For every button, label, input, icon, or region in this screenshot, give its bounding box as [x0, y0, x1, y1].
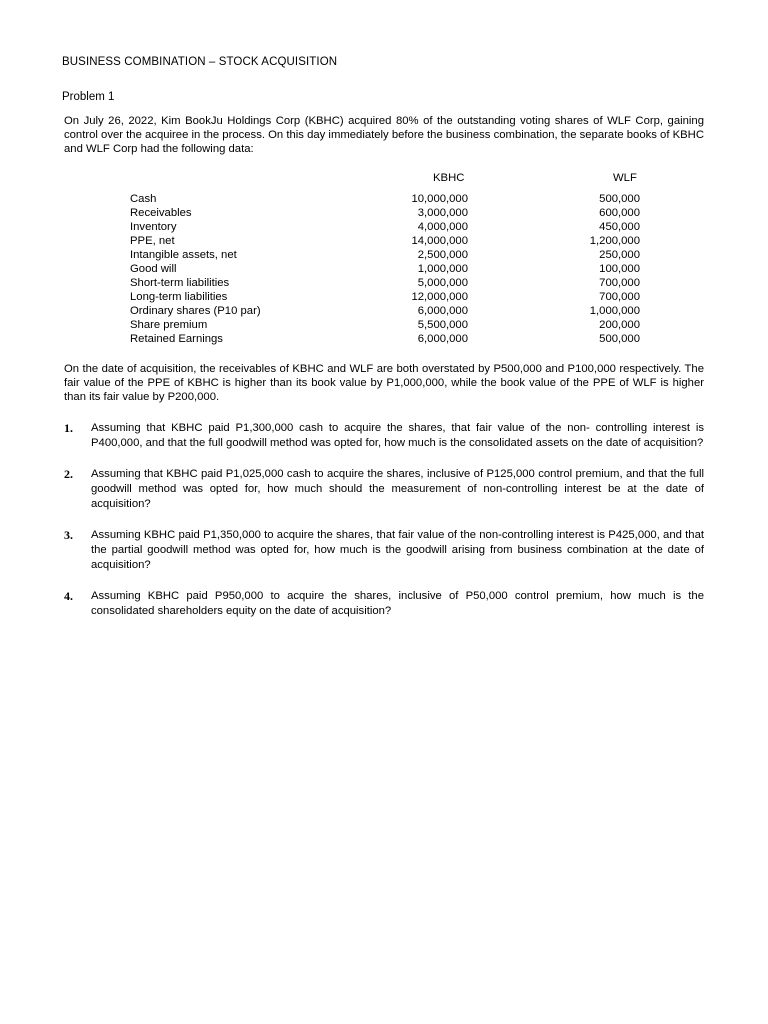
question-number: 2. [64, 467, 73, 481]
question-number: 3. [64, 528, 73, 542]
question-text: Assuming KBHC paid P1,350,000 to acquire the shares, that fair value of the non-controlling interest is P425,000, and that the partial goodwill method was opted for, how much is the goodwill arising from business combination at the date of acquisition? [91, 529, 704, 571]
row-label: PPE, net [130, 235, 175, 247]
question-item [64, 467, 704, 512]
row-label: Inventory [130, 221, 177, 233]
kbhc-value: 3,000,000 [417, 207, 468, 219]
question-list [64, 421, 704, 635]
row-label: Share premium [130, 319, 208, 331]
kbhc-value: 1,000,000 [417, 263, 468, 275]
question-text: Assuming that KBHC paid P1,300,000 cash to acquire the shares, that fair value of the non- controlling interest is P400,000, and that the full goodwill method was opted for, how much is the consolidated assets on the date of acquisition? [91, 422, 704, 449]
question-text: Assuming that KBHC paid P1,025,000 cash to acquire the shares, inclusive of P125,000 control premium, and that the full goodwill method was opted for, how much should the measurement of non-controlling interest be at the date of acquisition? [91, 468, 704, 510]
column-header-wlf: WLF [613, 172, 637, 184]
wlf-value: 700,000 [599, 277, 640, 289]
wlf-value: 500,000 [599, 193, 640, 205]
wlf-value: 500,000 [599, 333, 640, 345]
question-item [64, 589, 704, 619]
row-label: Cash [130, 193, 157, 205]
kbhc-value: 12,000,000 [411, 291, 468, 303]
kbhc-value: 4,000,000 [417, 221, 468, 233]
wlf-value: 1,200,000 [589, 235, 640, 247]
question-number: 4. [64, 589, 73, 603]
wlf-value: 250,000 [599, 249, 640, 261]
intro-paragraph: On July 26, 2022, Kim BookJu Holdings Corp (KBHC) acquired 80% of the outstanding voting shares of WLF Corp, gaining control over the acquiree in the process. On this day immediately before the business combination, the separate books of KBHC and WLF Corp had the following data: [64, 115, 704, 155]
row-label: Retained Earnings [130, 333, 223, 345]
wlf-value: 200,000 [599, 319, 640, 331]
question-item [64, 421, 704, 451]
document-heading: BUSINESS COMBINATION – STOCK ACQUISITION [62, 56, 338, 68]
problem-label: Problem 1 [62, 91, 115, 103]
wlf-value: 1,000,000 [589, 305, 640, 317]
wlf-value: 700,000 [599, 291, 640, 303]
row-label: Ordinary shares (P10 par) [130, 305, 261, 317]
kbhc-value: 5,500,000 [417, 319, 468, 331]
wlf-value: 450,000 [599, 221, 640, 233]
wlf-value: 100,000 [599, 263, 640, 275]
row-label: Short-term liabilities [130, 277, 230, 289]
kbhc-value: 6,000,000 [417, 333, 468, 345]
kbhc-value: 5,000,000 [417, 277, 468, 289]
wlf-value: 600,000 [599, 207, 640, 219]
kbhc-value: 2,500,000 [417, 249, 468, 261]
column-header-kbhc: KBHC [433, 172, 465, 184]
question-item [64, 528, 704, 573]
row-label: Receivables [130, 207, 192, 219]
kbhc-value: 6,000,000 [417, 305, 468, 317]
kbhc-value: 14,000,000 [411, 235, 468, 247]
question-number: 1. [64, 421, 73, 435]
question-text: Assuming KBHC paid P950,000 to acquire the shares, inclusive of P50,000 control premium, how much is the consolidated shareholders equity on the date of acquisition? [91, 590, 704, 617]
row-label: Intangible assets, net [130, 249, 237, 261]
kbhc-value: 10,000,000 [411, 193, 468, 205]
row-label: Long-term liabilities [130, 291, 228, 303]
adjustments-paragraph: On the date of acquisition, the receivables of KBHC and WLF are both overstated by P500,000 and P100,000 respectively. The fair value of the PPE of KBHC is higher than its book value by P1,000,000, while the book value of the PPE of WLF is higher than its fair value by P200,000. [64, 363, 704, 403]
row-label: Good will [130, 263, 177, 275]
